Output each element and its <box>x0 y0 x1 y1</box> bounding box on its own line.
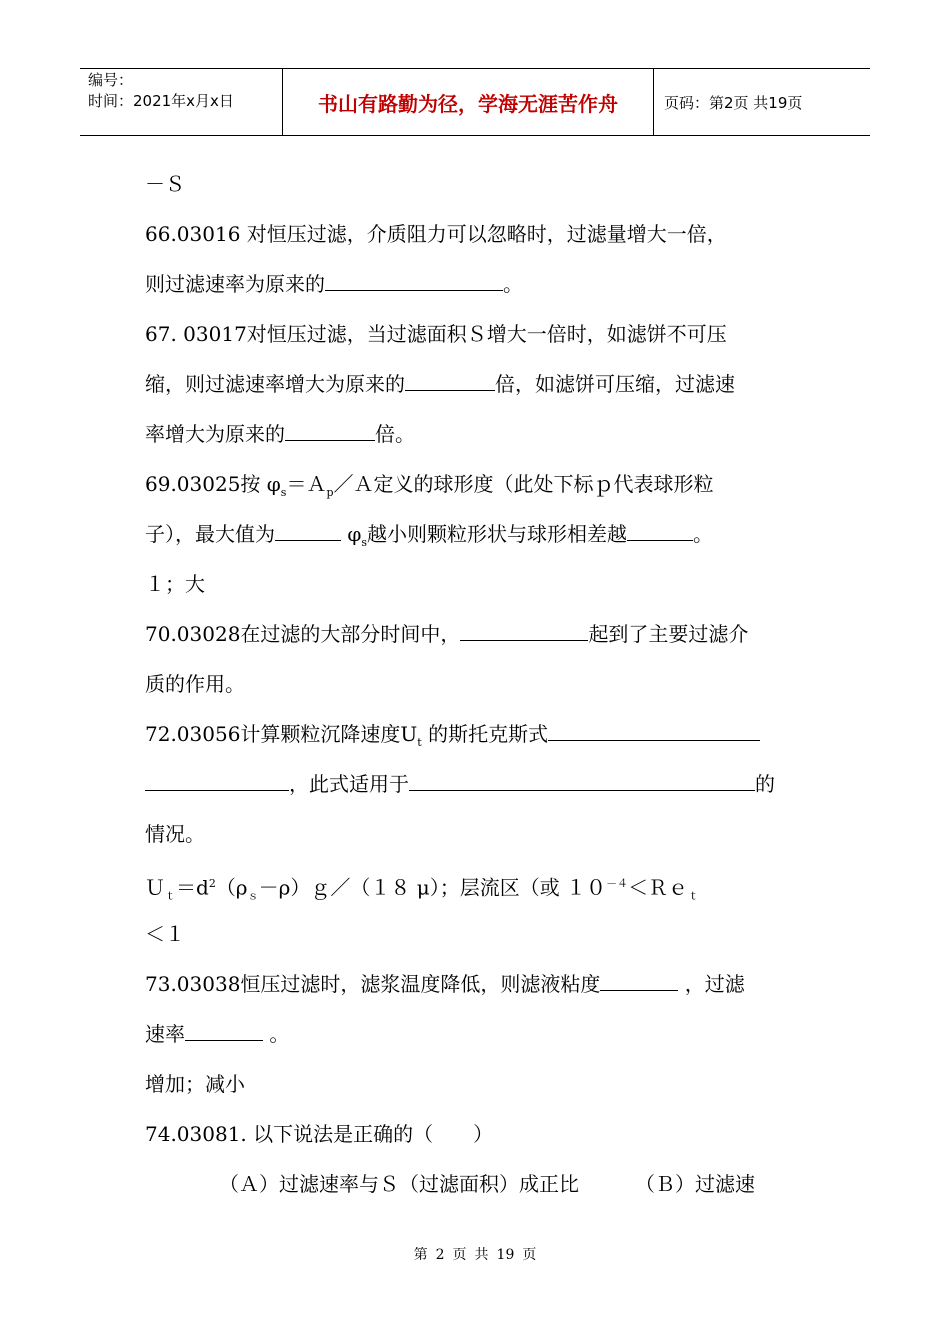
text-line: 情况。 <box>145 822 205 846</box>
header-motto: 书山有路勤为径，学海无涯苦作舟 <box>282 69 654 135</box>
answer-blank <box>325 269 503 291</box>
date-label: 时间：2021年x月x日 <box>88 92 234 110</box>
answer-blank <box>285 419 375 441</box>
option-line: （Ａ）过滤速率与Ｓ（过滤面积）成正比 （Ｂ）过滤速 <box>219 1172 755 1196</box>
answer-blank <box>460 619 588 641</box>
text-line: 则过滤速率为原来的 。 <box>145 259 810 309</box>
question-67: 67. 03017对恒压过滤，当过滤面积Ｓ增大一倍时，如滤饼不可压 <box>145 322 727 346</box>
answer-blank <box>627 519 693 541</box>
header-meta <box>80 69 282 135</box>
answer-line: $U_t=d^2(\rho_s-\rho)g/(18$ μ）；层流区（或 $10^{-4}<Re_t$ <box>145 875 700 903</box>
question-69: 69.03025按 $\varphi_s=A_p/A$定义的球形度（此处下标ｐ代表球形粒 <box>145 472 714 499</box>
question-73: 73.03038恒压过滤时，滤浆温度降低，则滤液粘度 ，过滤 <box>145 959 810 1009</box>
answer-blank <box>145 769 289 791</box>
question-74: 74.03081. 以下说法是正确的（ ） <box>145 1122 494 1146</box>
answer-blank <box>409 769 755 791</box>
answer-line: ＜１ <box>145 922 185 946</box>
text-line: 质的作用。 <box>145 672 245 696</box>
answer-blank <box>548 719 760 741</box>
answer-blank <box>405 369 495 391</box>
number-label: 编号： <box>88 71 134 89</box>
question-66: 66.03016 对恒压过滤，介质阻力可以忽略时，过滤量增大一倍， <box>145 222 727 246</box>
answer-line: １；大 <box>145 572 205 596</box>
text-line: 子），最大值为 $\varphi_s$越小则颗粒形状与球形相差越 。 <box>145 509 810 559</box>
text-line: 速率 。 <box>145 1009 810 1059</box>
page-header <box>80 68 870 136</box>
text-line: 率增大为原来的 倍。 <box>145 409 810 459</box>
answer-blank <box>600 969 678 991</box>
answer-blank <box>275 519 341 541</box>
document-body <box>145 159 810 1209</box>
question-72: 72.03056计算颗粒沉降速度$U_t$ 的斯托克斯式 <box>145 709 810 759</box>
page-footer: 第 2 页 共 19 页 <box>413 1247 537 1263</box>
answer-line: 增加；减小 <box>145 1072 245 1096</box>
text-line: ，此式适用于 的 <box>145 759 810 809</box>
text-line: －Ｓ <box>145 172 185 196</box>
header-page-info: 页码：第2页 共19页 <box>664 93 803 112</box>
question-70: 70.03028在过滤的大部分时间中， 起到了主要过滤介 <box>145 609 810 659</box>
text-line: 缩，则过滤速率增大为原来的 倍，如滤饼可压缩，过滤速 <box>145 359 810 409</box>
answer-blank <box>185 1019 263 1041</box>
